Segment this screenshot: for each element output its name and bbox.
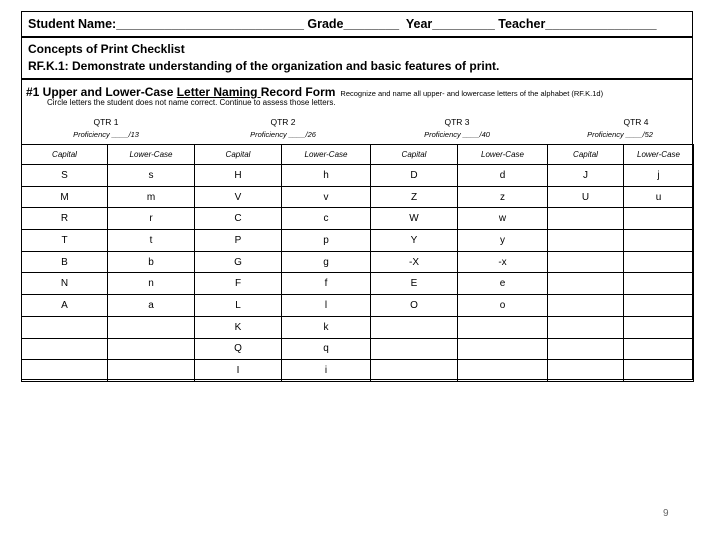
letter-cell (624, 251, 694, 273)
column-header: Lower-Case (624, 145, 694, 165)
letter-cell (548, 316, 624, 338)
letter-cell (548, 360, 624, 382)
letter-cell: k (282, 316, 371, 338)
letter-cell (108, 316, 195, 338)
letter-cell (624, 360, 694, 382)
letter-cell (548, 208, 624, 230)
qtr1-proficiency: Proficiency ____/13 (73, 130, 139, 139)
letter-cell: U (548, 186, 624, 208)
letter-cell: N (22, 273, 108, 295)
qtr3-proficiency: Proficiency ____/40 (424, 130, 490, 139)
letter-cell: I (195, 360, 282, 382)
letter-cell (624, 338, 694, 360)
qtr3-label: QTR 3 (444, 117, 470, 127)
qtr2-proficiency: Proficiency ____/26 (250, 130, 316, 139)
letter-cell (22, 338, 108, 360)
student-info-text: Student Name:___________________________ Grade________ Year_________ Teacher________________ (28, 17, 657, 31)
letter-cell: c (282, 208, 371, 230)
letter-cell: L (195, 295, 282, 317)
form-title-prefix: #1 Upper and Lower-Case (26, 85, 177, 99)
letter-cell (624, 273, 694, 295)
letter-cell: n (108, 273, 195, 295)
letter-cell (624, 208, 694, 230)
letter-cell: i (282, 360, 371, 382)
table-row (22, 186, 694, 208)
form-title-suffix: Record Form (260, 85, 336, 99)
letter-cell: h (282, 165, 371, 187)
table-row (22, 338, 694, 360)
letter-cell: w (458, 208, 548, 230)
letter-cell (458, 360, 548, 382)
letter-cell: t (108, 230, 195, 252)
column-header: Capital (22, 145, 108, 165)
letter-cell: b (108, 251, 195, 273)
letter-cell (548, 230, 624, 252)
letter-cell: C (195, 208, 282, 230)
letter-cell: f (282, 273, 371, 295)
letter-cell: r (108, 208, 195, 230)
letter-cell: M (22, 186, 108, 208)
letter-cell: S (22, 165, 108, 187)
qtr4-proficiency: Proficiency ____/52 (587, 130, 653, 139)
letter-cell: G (195, 251, 282, 273)
letter-cell (371, 316, 458, 338)
letter-cell: o (458, 295, 548, 317)
qtr4-label: QTR 4 (623, 117, 649, 127)
table-row (22, 360, 694, 382)
concepts-title: Concepts of Print Checklist (28, 42, 185, 56)
letter-cell (458, 316, 548, 338)
letter-cell (371, 360, 458, 382)
letter-cell (624, 316, 694, 338)
letter-cell: T (22, 230, 108, 252)
letter-cell: d (458, 165, 548, 187)
letter-cell: A (22, 295, 108, 317)
letter-cell: F (195, 273, 282, 295)
letter-cell: K (195, 316, 282, 338)
letter-cell: B (22, 251, 108, 273)
letter-cell (548, 295, 624, 317)
table-row (22, 208, 694, 230)
letter-cell (624, 295, 694, 317)
letter-cell: -X (371, 251, 458, 273)
letter-cell (108, 338, 195, 360)
form-instruction: Circle letters the student does not name correct. Continue to assess those letters. (47, 98, 336, 107)
letter-cell (22, 316, 108, 338)
column-header: Lower-Case (458, 145, 548, 165)
table-row (22, 230, 694, 252)
letter-cell: -x (458, 251, 548, 273)
column-header: Capital (195, 145, 282, 165)
letter-cell: R (22, 208, 108, 230)
letter-cell (548, 338, 624, 360)
standard-description: RF.K.1: Demonstrate understanding of the organization and basic features of print. (28, 59, 500, 73)
column-header: Capital (548, 145, 624, 165)
letter-cell: q (282, 338, 371, 360)
letter-cell (22, 360, 108, 382)
letter-cell: J (548, 165, 624, 187)
letter-cell: Q (195, 338, 282, 360)
letter-cell: v (282, 186, 371, 208)
letter-cell: H (195, 165, 282, 187)
table-row (22, 251, 694, 273)
column-header: Lower-Case (282, 145, 371, 165)
column-header: Lower-Case (108, 145, 195, 165)
letter-cell: u (624, 186, 694, 208)
column-header-row (22, 145, 694, 165)
letter-cell: D (371, 165, 458, 187)
page-number: 9 (663, 508, 669, 519)
letter-cell: z (458, 186, 548, 208)
letter-cell: j (624, 165, 694, 187)
letter-cell: m (108, 186, 195, 208)
letter-cell: E (371, 273, 458, 295)
table-row (22, 165, 694, 187)
form-title-underlined: Letter Naming (176, 85, 261, 99)
letter-cell: W (371, 208, 458, 230)
letter-cell: g (282, 251, 371, 273)
letter-grid (21, 144, 694, 382)
letter-cell: Y (371, 230, 458, 252)
letter-cell: e (458, 273, 548, 295)
concepts-section (21, 37, 693, 79)
letter-cell: V (195, 186, 282, 208)
letter-cell: p (282, 230, 371, 252)
letter-cell (108, 360, 195, 382)
letter-cell: s (108, 165, 195, 187)
student-info-header (21, 11, 693, 37)
letter-cell: O (371, 295, 458, 317)
letter-cell: P (195, 230, 282, 252)
qtr1-label: QTR 1 (93, 117, 119, 127)
letter-cell: Z (371, 186, 458, 208)
letter-cell (548, 251, 624, 273)
table-row (22, 295, 694, 317)
table-row (22, 316, 694, 338)
letter-cell: y (458, 230, 548, 252)
letter-cell (548, 273, 624, 295)
letter-cell (458, 338, 548, 360)
letter-cell (371, 338, 458, 360)
column-header: Capital (371, 145, 458, 165)
qtr2-label: QTR 2 (270, 117, 296, 127)
letter-cell: a (108, 295, 195, 317)
letter-cell: l (282, 295, 371, 317)
form-title-note: Recognize and name all upper- and lowercase letters of the alphabet (RF.K.1d) (340, 89, 604, 98)
letter-cell (624, 230, 694, 252)
table-row (22, 273, 694, 295)
